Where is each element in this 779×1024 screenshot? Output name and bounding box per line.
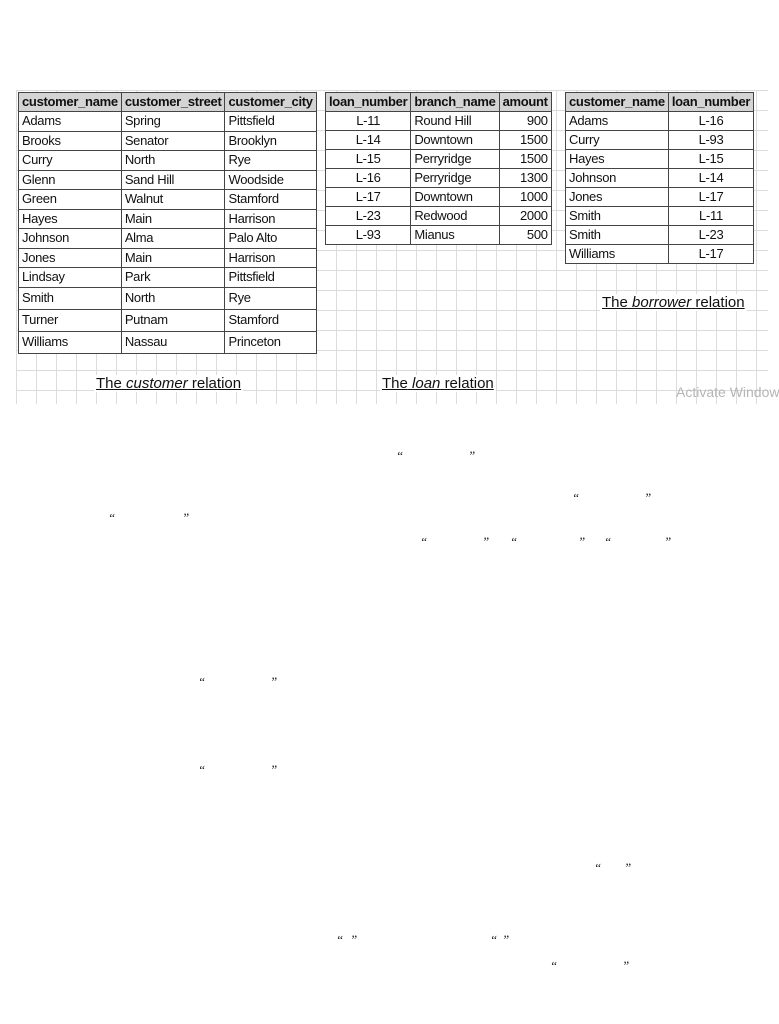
table-row <box>566 131 754 150</box>
table-row <box>19 131 317 151</box>
caption-prefix: The <box>602 294 628 311</box>
table-cell: Curry <box>566 131 669 150</box>
loan-relation-caption <box>380 375 496 392</box>
table-cell: Brooks <box>19 131 122 151</box>
table-cell: 500 <box>499 226 551 245</box>
table-cell: North <box>121 287 225 309</box>
open-quote-mark: “ <box>336 932 344 947</box>
close-quote-mark: ” <box>270 674 278 689</box>
caption-suffix: relation <box>191 375 242 392</box>
table-cell: L-93 <box>326 226 411 245</box>
column-header: customer_name <box>19 93 122 112</box>
close-quote-mark: ” <box>182 510 190 525</box>
caption-suffix: relation <box>444 375 494 392</box>
open-quote-mark: “ <box>594 860 602 875</box>
table-cell: Hayes <box>19 209 122 229</box>
table-cell: Williams <box>566 245 669 264</box>
table-cell: Rye <box>225 151 316 171</box>
table-cell: North <box>121 151 225 171</box>
customer-relation-table <box>18 92 317 354</box>
table-cell: Alma <box>121 229 225 249</box>
close-quote-mark: ” <box>482 534 490 549</box>
table-cell: Rye <box>225 287 316 309</box>
table-row <box>326 150 552 169</box>
table-row <box>19 112 317 132</box>
table-cell: Walnut <box>121 190 225 210</box>
table-cell: L-17 <box>668 245 753 264</box>
caption-suffix: relation <box>695 294 745 311</box>
open-quote-mark: “ <box>604 534 612 549</box>
close-quote-mark: ” <box>270 762 278 777</box>
table-row <box>19 151 317 171</box>
table-cell: Putnam <box>121 309 225 331</box>
table-row <box>566 169 754 188</box>
open-quote-mark: “ <box>396 448 404 463</box>
table-cell: L-93 <box>668 131 753 150</box>
table-cell: L-14 <box>668 169 753 188</box>
column-header: loan_number <box>326 93 411 112</box>
open-quote-mark: “ <box>572 490 580 505</box>
table-cell: Smith <box>19 287 122 309</box>
column-header: branch_name <box>411 93 499 112</box>
table-cell: Green <box>19 190 122 210</box>
table-cell: Woodside <box>225 170 316 190</box>
table-cell: Turner <box>19 309 122 331</box>
loan-relation-table <box>325 92 552 245</box>
table-cell: Round Hill <box>411 112 499 131</box>
table-cell: Princeton <box>225 331 316 353</box>
table-row <box>326 188 552 207</box>
table-row <box>19 248 317 268</box>
table-cell: Perryridge <box>411 150 499 169</box>
caption-prefix: The <box>96 375 122 392</box>
table-cell: L-23 <box>326 207 411 226</box>
column-header: customer_street <box>121 93 225 112</box>
open-quote-mark: “ <box>108 510 116 525</box>
table-cell: Glenn <box>19 170 122 190</box>
table-row <box>566 207 754 226</box>
caption-relation-name: loan <box>412 375 441 392</box>
table-cell: Lindsay <box>19 268 122 288</box>
table-row <box>19 287 317 309</box>
table-cell: Harrison <box>225 209 316 229</box>
table-cell: Park <box>121 268 225 288</box>
close-quote-mark: ” <box>578 534 586 549</box>
activate-windows-watermark: Activate Window <box>676 384 779 400</box>
table-cell: Curry <box>19 151 122 171</box>
table-cell: L-17 <box>668 188 753 207</box>
table-cell: Mianus <box>411 226 499 245</box>
caption-prefix: The <box>382 375 408 392</box>
open-quote-mark: “ <box>198 674 206 689</box>
table-cell: L-23 <box>668 226 753 245</box>
table-cell: Smith <box>566 207 669 226</box>
table-cell: L-16 <box>326 169 411 188</box>
table-cell: L-11 <box>326 112 411 131</box>
table-cell: Harrison <box>225 248 316 268</box>
table-cell: L-16 <box>668 112 753 131</box>
table-row <box>326 226 552 245</box>
table-row <box>566 188 754 207</box>
caption-relation-name: borrower <box>632 294 692 311</box>
table-cell: Redwood <box>411 207 499 226</box>
table-cell: L-14 <box>326 131 411 150</box>
table-row <box>19 170 317 190</box>
borrower-relation-caption <box>600 294 747 311</box>
table-header-row <box>566 93 754 112</box>
table-cell: 2000 <box>499 207 551 226</box>
table-cell: Pittsfield <box>225 112 316 132</box>
table-cell: Spring <box>121 112 225 132</box>
table-cell: Adams <box>19 112 122 132</box>
table-row <box>326 131 552 150</box>
table-cell: Williams <box>19 331 122 353</box>
table-cell: Palo Alto <box>225 229 316 249</box>
table-cell: 1300 <box>499 169 551 188</box>
table-cell: Sand Hill <box>121 170 225 190</box>
table-row <box>326 207 552 226</box>
table-cell: Main <box>121 209 225 229</box>
table-cell: L-15 <box>326 150 411 169</box>
table-row <box>326 169 552 188</box>
table-row <box>566 226 754 245</box>
close-quote-mark: ” <box>502 932 510 947</box>
open-quote-mark: “ <box>490 932 498 947</box>
close-quote-mark: ” <box>624 860 632 875</box>
close-quote-mark: ” <box>644 490 652 505</box>
table-row <box>19 331 317 353</box>
table-cell: Johnson <box>19 229 122 249</box>
spreadsheet-image <box>16 90 779 404</box>
table-cell: Stamford <box>225 190 316 210</box>
open-quote-mark: “ <box>550 958 558 973</box>
close-quote-mark: ” <box>622 958 630 973</box>
table-cell: Jones <box>19 248 122 268</box>
customer-relation-caption <box>94 375 243 392</box>
table-row <box>19 268 317 288</box>
open-quote-mark: “ <box>510 534 518 549</box>
table-cell: 900 <box>499 112 551 131</box>
table-row <box>566 112 754 131</box>
table-cell: 1500 <box>499 150 551 169</box>
column-header: customer_city <box>225 93 316 112</box>
table-cell: L-17 <box>326 188 411 207</box>
table-cell: L-15 <box>668 150 753 169</box>
caption-relation-name: customer <box>126 375 188 392</box>
column-header: loan_number <box>668 93 753 112</box>
table-cell: 1500 <box>499 131 551 150</box>
open-quote-mark: “ <box>198 762 206 777</box>
table-cell: Smith <box>566 226 669 245</box>
close-quote-mark: ” <box>350 932 358 947</box>
table-row <box>566 245 754 264</box>
table-header-row <box>326 93 552 112</box>
table-cell: Johnson <box>566 169 669 188</box>
table-row <box>566 150 754 169</box>
column-header: amount <box>499 93 551 112</box>
table-header-row <box>19 93 317 112</box>
table-cell: Downtown <box>411 131 499 150</box>
table-row <box>19 229 317 249</box>
table-cell: Perryridge <box>411 169 499 188</box>
table-cell: Brooklyn <box>225 131 316 151</box>
table-cell: Downtown <box>411 188 499 207</box>
table-cell: Pittsfield <box>225 268 316 288</box>
table-cell: Adams <box>566 112 669 131</box>
open-quote-mark: “ <box>420 534 428 549</box>
table-row <box>19 190 317 210</box>
table-cell: Nassau <box>121 331 225 353</box>
table-row <box>326 112 552 131</box>
table-cell: Stamford <box>225 309 316 331</box>
table-row <box>19 209 317 229</box>
table-cell: Jones <box>566 188 669 207</box>
table-cell: 1000 <box>499 188 551 207</box>
table-row <box>19 309 317 331</box>
column-header: customer_name <box>566 93 669 112</box>
table-cell: L-11 <box>668 207 753 226</box>
table-cell: Hayes <box>566 150 669 169</box>
close-quote-mark: ” <box>468 448 476 463</box>
close-quote-mark: ” <box>664 534 672 549</box>
table-cell: Main <box>121 248 225 268</box>
table-cell: Senator <box>121 131 225 151</box>
borrower-relation-table <box>565 92 754 264</box>
